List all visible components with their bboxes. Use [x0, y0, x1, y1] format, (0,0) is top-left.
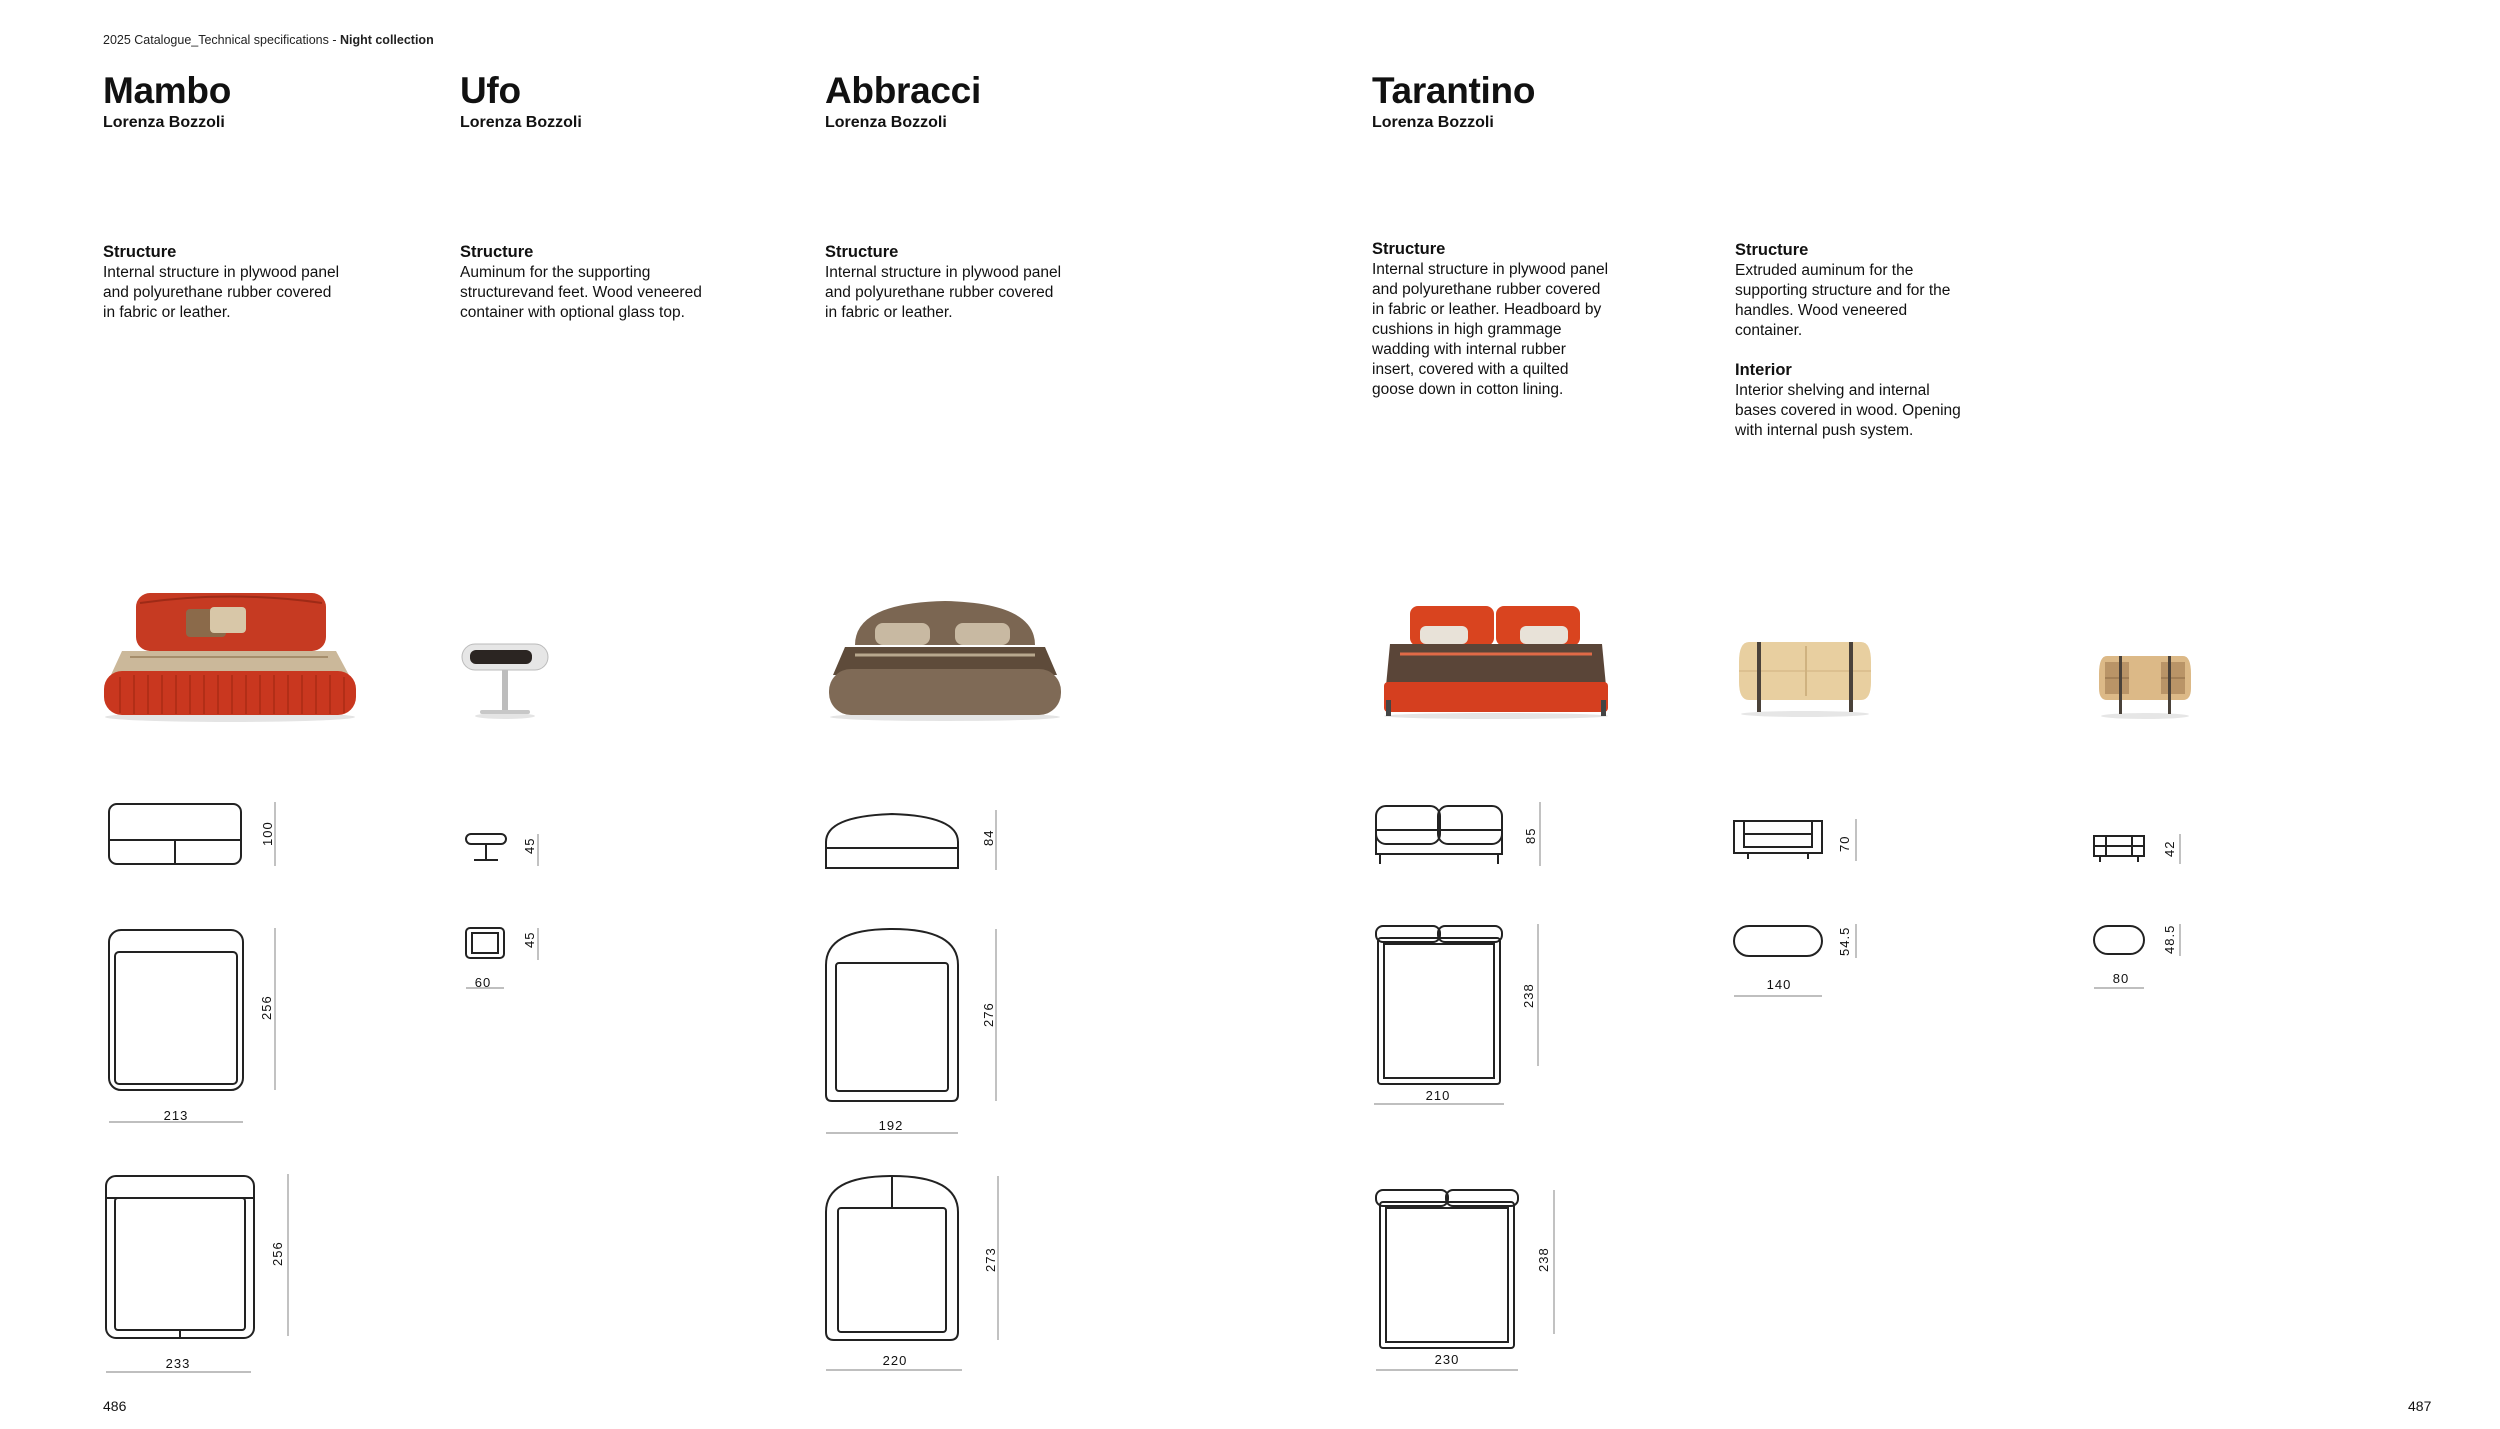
ufo-dim-height-1: 45 [522, 837, 537, 854]
tarantino-dim-height-3: 238 [1536, 1247, 1551, 1272]
page-header [103, 33, 434, 47]
tarantino-dim-width-3: 230 [1434, 1352, 1460, 1367]
small-dim-width-2: 80 [2112, 971, 2130, 986]
ufo-dim-width-2: 60 [474, 975, 492, 990]
abbracci-dim-width-3: 220 [882, 1353, 908, 1368]
structure-heading-mambo: Structure [103, 243, 177, 261]
structure-text-cabinet: Extruded auminum for the supporting structure and for the handles. Wood veneered container. [1735, 262, 1951, 339]
designer-mambo: Lorenza Bozzoli [103, 114, 225, 131]
mambo-front-drawing [105, 800, 285, 870]
cabinet-dim-height-1: 70 [1837, 835, 1852, 852]
tarantino-dim-width-2: 210 [1425, 1088, 1451, 1103]
ufo-dim-height-2: 45 [522, 931, 537, 948]
structure-text-abbracci: Internal structure in plywood panel and polyurethane rubber covered in fabric or leather. [825, 264, 1062, 321]
abbracci-dim-height-1: 84 [981, 829, 996, 846]
cabinet-photo [1735, 638, 1875, 718]
designer-abbracci: Lorenza Bozzoli [825, 114, 947, 131]
designer-ufo: Lorenza Bozzoli [460, 114, 582, 131]
structure-text-ufo: Auminum for the supporting structurevand feet. Wood veneered container with optional glass top. [460, 264, 702, 321]
structure-heading-cabinet: Structure [1735, 241, 1809, 259]
mambo-dim-width-3: 233 [165, 1356, 191, 1371]
header-prefix: 2025 Catalogue_Technical specifications - [103, 33, 340, 47]
tarantino-dim-height-1: 85 [1523, 827, 1538, 844]
abbracci-dim-width-2: 192 [878, 1118, 904, 1133]
mambo-top-drawing [105, 926, 285, 1126]
cabinet-dim-width-2: 140 [1766, 977, 1792, 992]
cabinet-dim-height-2: 54.5 [1837, 926, 1852, 956]
page-number-left: 486 [103, 1398, 127, 1414]
tarantino-dim-height-2: 238 [1521, 983, 1536, 1008]
structure-heading-tarantino: Structure [1372, 240, 1446, 258]
tarantino-bed-photo [1380, 600, 1612, 720]
structure-text-tarantino: Internal structure in plywood panel and polyurethane rubber covered in fabric or leather. Headboard by cushions in high grammage wadding with internal rubber insert, covered with a quilted goose down in cotton lining. [1372, 261, 1609, 398]
product-title-ufo: Ufo [460, 70, 521, 111]
small-dim-height-1: 42 [2162, 840, 2177, 857]
ufo-table-photo [450, 640, 560, 720]
abbracci-top-drawing-large [822, 1172, 1012, 1372]
abbracci-top-drawing [822, 925, 1012, 1135]
mambo-dim-height-3: 256 [270, 1241, 285, 1266]
abbracci-dim-height-3: 273 [983, 1247, 998, 1272]
product-title-mambo: Mambo [103, 70, 232, 111]
page-number-right: 487 [2408, 1398, 2432, 1414]
abbracci-bed-photo [825, 595, 1065, 720]
interior-heading-cabinet: Interior [1735, 361, 1792, 379]
structure-heading-ufo: Structure [460, 243, 534, 261]
product-title-tarantino: Tarantino [1372, 70, 1536, 111]
structure-heading-abbracci: Structure [825, 243, 899, 261]
tarantino-top-drawing [1372, 922, 1552, 1112]
interior-text-cabinet: Interior shelving and internal bases covered in wood. Opening with internal push system. [1735, 382, 1961, 439]
mambo-bed-photo [100, 585, 362, 720]
mambo-dim-height-1: 100 [260, 821, 275, 846]
header-collection: Night collection [339, 33, 434, 47]
tarantino-top-drawing-large [1372, 1186, 1572, 1376]
small-dim-height-2: 48.5 [2162, 924, 2177, 954]
small-cabinet-photo [2095, 650, 2195, 720]
mambo-dim-height-2: 256 [259, 995, 274, 1020]
abbracci-dim-height-2: 276 [981, 1002, 996, 1027]
mambo-top-drawing-large [103, 1172, 303, 1372]
mambo-dim-width-2: 213 [163, 1108, 189, 1123]
designer-tarantino: Lorenza Bozzoli [1372, 114, 1494, 131]
structure-text-mambo: Internal structure in plywood panel and polyurethane rubber covered in fabric or leather. [103, 264, 340, 321]
product-title-abbracci: Abbracci [825, 70, 981, 111]
